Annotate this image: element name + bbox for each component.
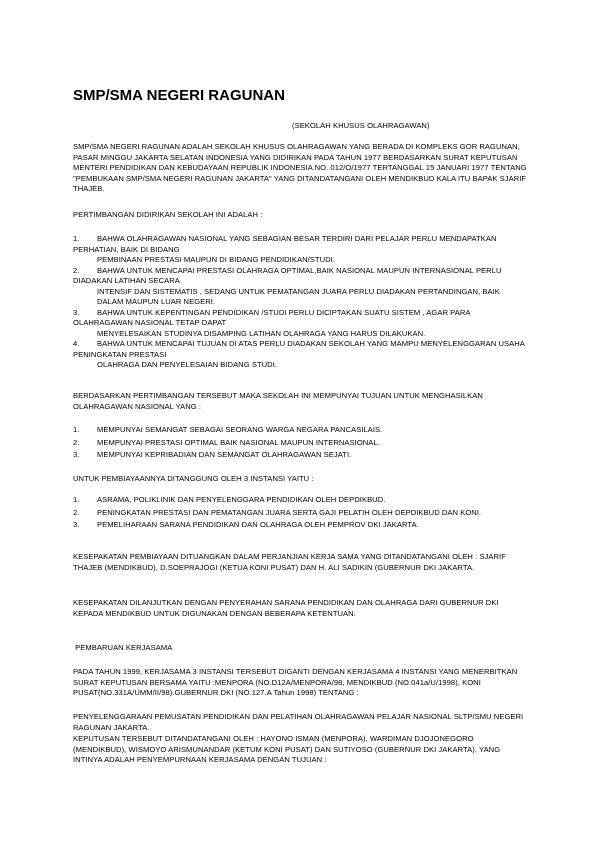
intro-paragraph: SMP/SMA NEGERI RAGUNAN ADALAH SEKOLAH KHUSUS OLAHRAGAWAN YANG BERADA DI KOMPLEKS GOR RAGUNAN, PASAR MINGGU JAKARTA SELATAN INDONESIA YANG DIDIRIKAN PADA TAHUN 1977 BERDASARKAN SURAT KEPUTUSAN MENTERI PENDIDIKAN DAN KEBUDAYAAN REPUBLIK INDONESIA NO. 012/O/1977 TERTANGGAL 15 JANUARI 1977 TENTANG "PEMBUKAAN SMP/SMA NEGERI RAGUNAN JAKARTA" YANG DITANDATANGANI OLEH MENDIKBUD KALA ITU BAPAK SJARIF THAJEB.: [73, 142, 527, 193]
list-item: [73, 450, 528, 461]
document-subtitle: (SEKOLAH KHUSUS OLAHRAGAWAN): [292, 121, 430, 130]
document-title: SMP/SMA NEGERI RAGUNAN: [73, 87, 285, 104]
list-item-continuation: OLAHRAGA DAN PENYELESAIAN BIDANG STUDI.: [97, 360, 278, 369]
list-item-text: ASRAMA, POLIKLINIK DAN PENYELENGGARA PENDIDIKAN OLEH DEPDIKBUD.: [97, 495, 386, 504]
list-item-text: MEMPUNYAI PRESTASI OPTIMAL BAIK NASIONAL MAUPUN INTERNASIONAL.: [97, 437, 380, 447]
list-item-text: BAHWA UNTUK MENCAPAI TUJUAN DI ATAS PERLU DIADAKAN SEKOLAH YANG MAMPU MENYELENGGARAN USAHA PENINGKATAN PRESTASI: [73, 339, 525, 359]
list-item: [73, 308, 528, 340]
list-item-number: 2.: [73, 507, 80, 517]
list-item-text: MEMPUNYAI KEPRIBADIAN DAN SEMANGAT OLAHRAGAWAN SEJATI.: [97, 450, 352, 459]
list-item-number: 1.: [73, 425, 80, 434]
agreement-paragraph-1: KESEPAKATAN PEMBIAYAAN DITUANGKAN DALAM PERJANJIAN KERJA SAMA YANG DITANDATANGANI OLEH : SJARIF THAJEB (MENDIKBUD), D.SOEPRAJOGI (KETUA KONI PUSAT) DAN H. ALI SADIKIN (GUBERNUR DKI JAKARTA.: [73, 552, 506, 572]
renewal-heading: PEMBARUAN KERJASAMA: [73, 643, 173, 652]
list-item-text: BAHWA UNTUK MENCAPAI PRESTASI OLAHRAGA OPTIMAL,BAIK NASIONAL MAUPUN INTERNASIONAL PERLU DIADAKAN LATIHAN SECARA: [73, 265, 502, 285]
list-item-text: BAHWA UNTUK KEPENTINGAN PENDIDIKAN /STUDI PERLU DICIPTAKAN SUATU SISTEM , AGAR PARA OLAHRAGAWAN NASIONAL TETAP DAPAT: [73, 307, 471, 327]
list-item-text: PENINGKATAN PRESTASI DAN PEMATANGAN JUARA SERTA GAJI PELATIH OLEH DEPDIKBUD DAN KONI.: [97, 507, 482, 517]
list-item: [73, 495, 528, 506]
list-item-number: 4.: [73, 339, 80, 348]
list-item-number: 3.: [73, 450, 80, 459]
list-item-continuation: INTENSIF DAN SISTEMATIS , SEDANG UNTUK PEMATANGAN JUARA PERLU DIADAKAN PERTANDINGAN, BAIK DALAM MAUPUN LUAR NEGERI.: [97, 286, 500, 306]
list-item-number: 1.: [73, 495, 80, 504]
list-item-text: MEMPUNYAI SEMANGAT SEBAGAI SEORANG WARGA NEGARA PANCASILAIS.: [97, 425, 383, 434]
list-item-text: PEMELIHARAAN SARANA PENDIDIKAN DAN OLAHRAGA OLEH PEMPROV DKI JAKARTA.: [97, 520, 419, 529]
renewal-paragraph-1: PADA TAHUN 1999, KERJASAMA 3 INSTANSI TERSEBUT DIGANTI DENGAN KERJASAMA 4 INSTANSI YANG MENERBITKAN SURAT KEPUTUSAN BERSAMA YAITU :MENPORA (NO.D12A/MENPORA/98, MENDIKBUD (NO.041a/U/1998), KONI PUSAT(NO.331A/UMM/II/98).GUBERNUR DKI (NO.127.A Tahun 1998) TENTANG :: [73, 667, 518, 697]
renewal-paragraph-2: PENYELENGGARAAN PEMUSATAN PENDIDIKAN DAN PELATIHAN OLAHRAGAWAN PELAJAR NASIONAL SLTP/SMU NEGERI RAGUNAN JAKARTA.: [73, 712, 524, 732]
list-item-number: 3.: [73, 520, 80, 529]
considerations-heading: PERTIMBANGAN DIDIRIKAN SEKOLAH INI ADALAH :: [73, 210, 263, 219]
list-item-continuation: MENYELESAIKAN STUDINYA DISAMPING LATIHAN OLAHRAGA YANG HARUS DILAKUKAN.: [97, 328, 426, 338]
agreement-paragraph-2: KESEPAKATAN DILANJUTKAN DENGAN PENYERAHAN SARANA PENDIDIKAN DAN OLAHRAGA DARI GUBERNUR DKI KEPADA MENDIKBUD UNTUK DIGUNAKAN DENGAN BEBERAPA KETENTUAN.: [73, 598, 499, 618]
considerations-list: [73, 234, 528, 371]
list-item-number: 1.: [73, 234, 80, 243]
list-item-number: 3.: [73, 307, 80, 317]
list-item: [73, 339, 528, 371]
goals-list: [73, 425, 528, 461]
list-item-continuation: PEMBINAAN PRESTASI MAUPUN DI BIDANG PENDIDIKAN/STUDI.: [97, 255, 335, 264]
list-item: [73, 508, 528, 519]
list-item: [73, 520, 528, 531]
list-item-number: 2.: [73, 437, 80, 447]
list-item: [73, 266, 528, 308]
list-item: [73, 234, 528, 266]
funding-list: [73, 495, 528, 531]
renewal-paragraph-3: KEPUTUSAN TERSEBUT DITANDATANGANI OLEH : HAYONO ISMAN (MENPORA), WARDIMAN DJOJONEGORO (MENDIKBUD), WISMOYO ARISMUNANDAR (KETUM KONI PUSAT) DAN SUTIYOSO (GUBERNUR DKI JAKARTA). YANG INTINYA ADALAH PENYEMPURNAAN KERJASAMA DENGAN TUJUAN :: [73, 734, 501, 764]
list-item: [73, 438, 528, 449]
list-item: [73, 425, 528, 436]
list-item-number: 2.: [73, 265, 80, 275]
goals-heading: BERDASARKAN PERTIMBANGAN TERSEBUT MAKA SEKOLAH INI MEMPUNYAI TUJUAN UNTUK MENGHASILKAN OLAHRAGAWAN NASIONAL YANG :: [73, 391, 483, 411]
funding-heading: UNTUK PEMBIAYAANNYA DITANGGUNG OLEH 3 INSTANSI YAITU :: [73, 474, 314, 483]
list-item-text: BAHWA OLAHRAGAWAN NASIONAL YANG SEBAGIAN BESAR TERDIRI DARI PELAJAR PERLU MENDAPATKAN PERHATIAN, BAIK DI BIDANG: [73, 234, 497, 254]
